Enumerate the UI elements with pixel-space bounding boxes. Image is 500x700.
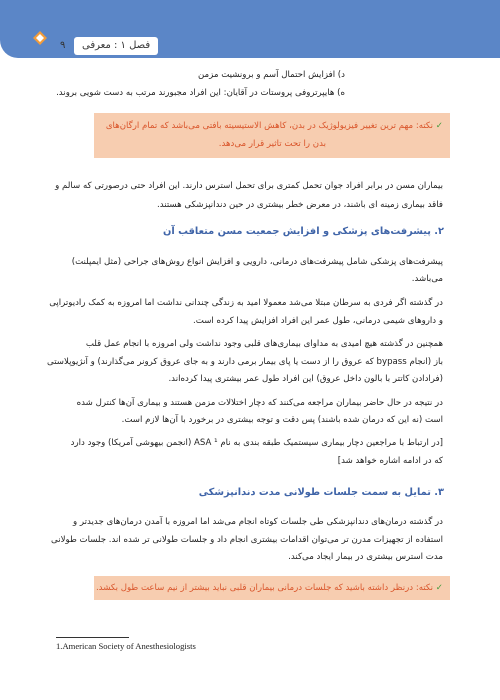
paragraph-line: فاقد بیماری زمینه ای باشند، در معرض خطر بیشتری در حین دندانپزشکی هستند. [156, 200, 443, 210]
chapter-label: فصل ۱ : معرفی [74, 37, 158, 55]
note-line [96, 579, 443, 597]
paragraph-line: در نتیجه در حال حاضر بیماران مراجعه می‌کنند که دچار اختلالات مزمن هستند و بیماری آن‌ها کنترل شده [76, 398, 443, 408]
check-icon: ✓ [435, 121, 443, 131]
paragraph-line: و داروهای شیمی درمانی، طول عمر این افراد افزایش پیدا کرده است. [193, 316, 443, 326]
list-item: د) افزایش احتمال آسم و برونشیت مزمن [198, 70, 345, 80]
paragraph-line: (فرادادن کاتتر با بالون داخل عروق) این افراد طول عمر بیشتری پیدا کرده‌اند. [168, 374, 443, 384]
paragraph-line: است (نه این که درمان شده باشند) پس دقت و توجه بیشتری در برخورد با آن‌ها لازم است. [121, 415, 443, 425]
paragraph-line: استفاده از تجهیزات مدرن تر می‌توان اقدامات بیشتری انجام داد و جلسات طولانی تر شده اند. جلسات طولانی [51, 535, 443, 545]
paragraph-line: در گذشته درمان‌های دندانپزشکی طی جلسات کوتاه انجام می‌شد اما امروزه با آمدن درمان‌های جدیدتر و [73, 517, 443, 527]
section-title: ۳. تمایل به سمت جلسات طولانی مدت دندانپزشکی [198, 487, 444, 498]
footnote-rule [56, 637, 129, 638]
page-number: ۹ [60, 40, 66, 51]
footnote: 1.American Society of Anesthesiologists [56, 641, 196, 651]
paragraph-line: بیماران مسن در برابر افراد جوان تحمل کمتری برای تحمل استرس دارند. این افراد حتی درصورتی که سالم و [55, 181, 443, 191]
note-line [106, 117, 443, 135]
note-line: بدن را تحت تاثیر قرار می‌دهد. [218, 139, 326, 149]
note-text: نکته: درنظر داشته باشید که جلسات درمانی بیماران قلبی نباید بیشتر از نیم ساعت طول بکشد. [95, 583, 434, 593]
paragraph-line: می‌باشد. [411, 274, 443, 284]
paragraph-line: [در ارتباط با مراجعین دچار بیماری سیستمیک طبقه بندی به نام ASA ¹ (انجمن بیهوشی آمریکا) وجود دارد [70, 438, 443, 448]
section-title: ۲. پیشرفت‌های پزشکی و افزایش جمعیت مسن متعاقب آن [163, 226, 444, 237]
paragraph-line: که در ادامه اشاره خواهد شد] [337, 456, 443, 466]
paragraph-line: همچنین در گذشته هیچ امیدی به مداوای بیماری‌های قلبی وجود نداشت ولی امروزه با انجام عمل قلب [85, 339, 443, 349]
paragraph-line: باز (انجام bypass که عروق را از دست یا پای بیمار برمی دارند و به جای عروق کرونر می‌گذارند) و آنژیوپلاستی [47, 357, 443, 367]
note-text: نکته: مهم ترین تغییر فیزیولوژیک در بدن، کاهش الاستیسیته بافتی می‌باشد که تمام ارگان‌های [105, 121, 434, 131]
paragraph-line: در گذشته اگر فردی به سرطان مبتلا می‌شد معمولا امید به زندگی چندانی نداشت اما امروزه به کمک رادیوتراپی [49, 298, 443, 308]
paragraph-line: مدت استرس بیشتری در بیمار ایجاد می‌کند. [288, 552, 443, 562]
list-item: ه) هایپرتروفی پروستات در آقایان: این افراد مجبورند مرتب به دست شویی بروند. [56, 88, 345, 98]
check-icon: ✓ [435, 583, 443, 593]
paragraph-line: پیشرفت‌های پزشکی شامل پیشرفت‌های درمانی، دارویی و افزایش انواع روش‌های جراحی (مثل ایمپلنت) [71, 257, 443, 267]
diamond-icon [32, 30, 48, 46]
